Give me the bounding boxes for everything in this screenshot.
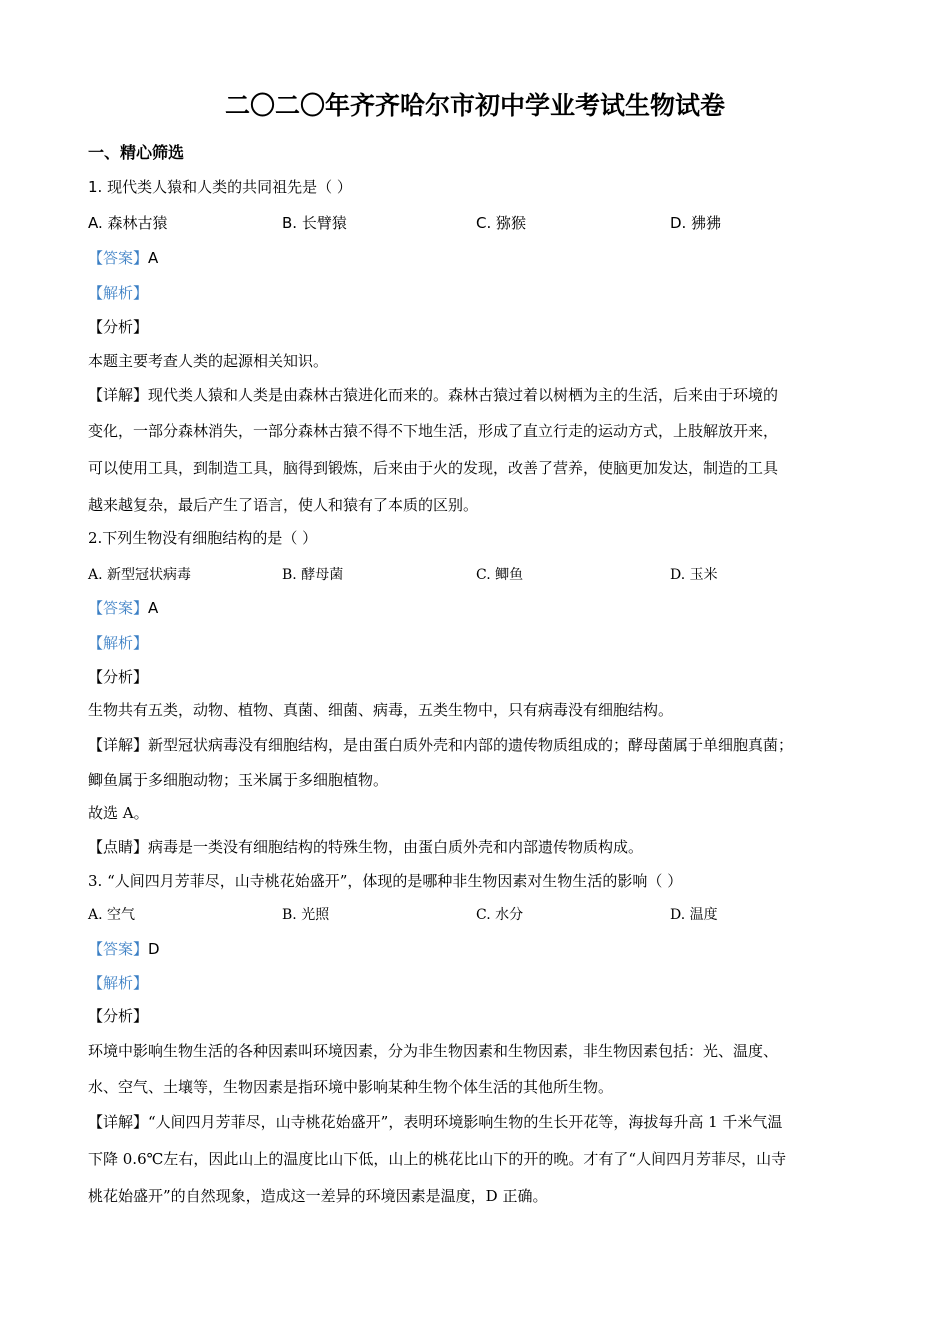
q1-detail-line: 变化，一部分森林消失，一部分森林古猿不得不下地生活，形成了直立行走的运动方式，上肢解放开来， <box>88 422 779 440</box>
q3-fenxi-tag: 【分析】 <box>88 1007 149 1025</box>
q3-option-a: A. 空气 <box>88 907 136 923</box>
q1-detail-line: 可以使用工具，到制造工具，脑得到锻炼，后来由于火的发现，改善了营养，使脑更加发达，制造的工具 <box>88 459 779 477</box>
answer-tag: 【答案】 <box>88 249 149 267</box>
q3-option-c: C. 水分 <box>476 907 524 923</box>
q3-fenxi-line: 环境中影响生物生活的各种因素叫环境因素，分为非生物因素和生物因素，非生物因素包括：光、温度、 <box>88 1042 779 1060</box>
q2-option-a: A. 新型冠状病毒 <box>88 567 192 583</box>
q2-stem: 2.下列生物没有细胞结构的是（ ） <box>88 529 318 547</box>
q2-fenxi-tag: 【分析】 <box>88 668 149 686</box>
q1-fenxi-tag: 【分析】 <box>88 318 149 336</box>
answer-value: A <box>148 599 159 617</box>
q3-jiexi-tag: 【解析】 <box>88 974 149 992</box>
q1-answer <box>88 247 158 269</box>
q1-detail-line: 【详解】现代类人猿和人类是由森林古猿进化而来的。森林古猿过着以树栖为主的生活，后来由于环境的 <box>88 386 779 404</box>
q3-option-b: B. 光照 <box>282 907 330 923</box>
answer-value: A <box>148 249 159 267</box>
q2-detail-line: 鲫鱼属于多细胞动物；玉米属于多细胞植物。 <box>88 771 389 789</box>
q1-option-a: A. 森林古猿 <box>88 214 168 232</box>
q2-choose: 故选 A。 <box>88 804 149 822</box>
q3-option-d: D. 温度 <box>670 907 718 923</box>
q1-option-c: C. 猕猴 <box>476 214 527 232</box>
q2-option-c: C. 鲫鱼 <box>476 567 524 583</box>
q3-detail-line: 【详解】“人间四月芳菲尽，山寺桃花始盛开”，表明环境影响生物的生长开花等，海拔每升高 1 千米气温 <box>88 1113 783 1131</box>
q2-detail-line: 【详解】新型冠状病毒没有细胞结构，是由蛋白质外壳和内部的遗传物质组成的；酵母菌属于单细胞真菌； <box>88 736 794 754</box>
q3-detail-line: 下降 0.6℃左右，因此山上的温度比山下低，山上的桃花比山下的开的晚。才有了“人间四月芳菲尽，山寺 <box>88 1150 787 1168</box>
q1-detail-line: 越来越复杂，最后产生了语言，使人和猿有了本质的区别。 <box>88 496 479 514</box>
q2-option-d: D. 玉米 <box>670 567 718 583</box>
q1-stem: 1. 现代类人猿和人类的共同祖先是（ ） <box>88 178 352 196</box>
answer-tag: 【答案】 <box>88 599 149 617</box>
q2-answer <box>88 597 158 619</box>
page-title: 二〇二〇年齐齐哈尔市初中学业考试生物试卷 <box>224 91 725 120</box>
q2-dianjing: 【点睛】病毒是一类没有细胞结构的特殊生物，由蛋白质外壳和内部遗传物质构成。 <box>88 838 644 856</box>
q1-option-d: D. 狒狒 <box>670 214 722 232</box>
q3-fenxi-line: 水、空气、土壤等，生物因素是指环境中影响某种生物个体生活的其他所生物。 <box>88 1078 614 1096</box>
q2-jiexi-tag: 【解析】 <box>88 634 149 652</box>
answer-value: D <box>148 940 160 958</box>
answer-tag: 【答案】 <box>88 940 149 958</box>
q1-option-b: B. 长臂猿 <box>282 214 347 232</box>
q3-answer <box>88 938 160 960</box>
q1-fenxi-text: 本题主要考查人类的起源相关知识。 <box>88 352 329 370</box>
q3-stem: 3. “人间四月芳菲尽，山寺桃花始盛开”，体现的是哪种非生物因素对生物生活的影响（ ） <box>88 872 683 890</box>
section-heading: 一、精心筛选 <box>88 143 185 162</box>
q3-detail-line: 桃花始盛开”的自然现象，造成这一差异的环境因素是温度，D 正确。 <box>88 1187 548 1205</box>
q2-option-b: B. 酵母菌 <box>282 567 344 583</box>
q1-jiexi-tag: 【解析】 <box>88 284 149 302</box>
q2-fenxi-text: 生物共有五类，动物、植物、真菌、细菌、病毒，五类生物中，只有病毒没有细胞结构。 <box>88 701 674 719</box>
